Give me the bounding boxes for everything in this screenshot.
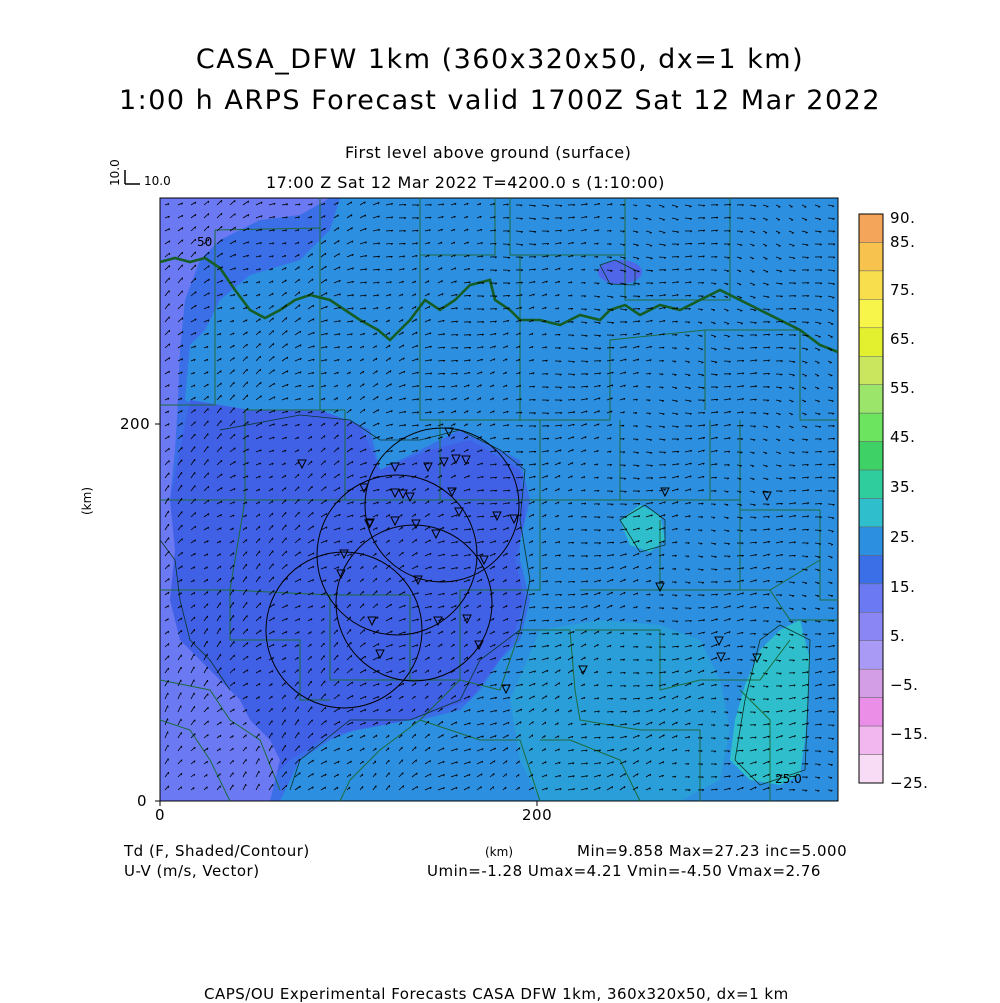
wind-vector-head <box>805 376 807 377</box>
wind-vector-head <box>338 422 339 424</box>
wind-vector <box>685 582 690 583</box>
wind-vector-head <box>194 774 195 776</box>
wind-vector-head <box>766 272 768 273</box>
colorbar-swatch <box>859 612 883 640</box>
colorbar-label: 15. <box>890 578 915 596</box>
colorbar-swatch <box>859 299 883 327</box>
wind-vector <box>789 270 796 271</box>
wind-vector-head <box>455 683 456 685</box>
wind-vector-head <box>467 644 468 646</box>
wind-vector-head <box>377 383 378 385</box>
colorbar-swatch <box>859 555 883 583</box>
title-line-1: CASA_DFW 1km (360x320x50, dx=1 km) <box>0 44 1000 75</box>
wind-vector <box>659 257 666 258</box>
wind-vector-head <box>454 670 455 672</box>
wind-vector-head <box>326 720 327 722</box>
wind-vector-head <box>726 297 728 298</box>
wind-vector-head <box>324 618 325 620</box>
wind-vector-head <box>350 397 351 399</box>
colorbar-swatch <box>859 328 883 356</box>
colorbar-swatch <box>859 413 883 441</box>
title-line-2: 1:00 h ARPS Forecast valid 1700Z Sat 12 Mar 2022 <box>0 85 1000 116</box>
colorbar-swatch <box>859 584 883 612</box>
wind-vector-head <box>286 317 287 319</box>
wind-vector-head <box>169 253 170 255</box>
colorbar-label: 25. <box>890 528 915 546</box>
wind-vector-head <box>402 514 403 516</box>
wind-vector-head <box>207 591 208 593</box>
wind-vector-head <box>272 501 273 503</box>
wind-vector-head <box>195 227 196 229</box>
wind-vector-head <box>300 305 301 307</box>
wind-vector-head <box>831 324 833 325</box>
wind-vector-head <box>662 207 664 208</box>
wind-vector-head <box>195 761 196 763</box>
wind-vector-head <box>753 285 755 286</box>
colorbar-swatch <box>859 527 883 555</box>
wind-vector-head <box>779 453 781 454</box>
colorbar-label: 75. <box>890 281 915 299</box>
wind-vector-head <box>194 787 195 789</box>
wind-vector-head <box>507 761 508 763</box>
wind-vector-head <box>390 591 391 593</box>
wind-vector-head <box>429 734 430 736</box>
wind-vector-head <box>545 722 546 724</box>
wind-vector-head <box>195 526 196 528</box>
wind-vector-head <box>532 748 533 750</box>
contour-label-25: 25.0 <box>775 772 802 786</box>
wind-vector-head <box>261 382 262 384</box>
wind-vector-head <box>182 435 183 437</box>
wind-vector-head <box>819 337 821 338</box>
wind-vector-head <box>467 657 468 659</box>
wind-vector-head <box>792 233 794 234</box>
contour-label-50: 50 <box>197 235 212 249</box>
wind-vector-head <box>481 786 482 788</box>
wind-vector-head <box>480 631 481 633</box>
wind-vector-head <box>494 773 495 775</box>
wind-vector-head <box>169 448 170 450</box>
wind-vector-head <box>324 435 325 437</box>
wind-vector-head <box>806 233 808 234</box>
wind-vector-head <box>168 643 169 645</box>
wind-vector-head <box>351 422 352 424</box>
colorbar-label: 35. <box>890 478 915 496</box>
colorbar-swatch <box>859 470 883 498</box>
x-tick-200: 200 <box>522 806 552 824</box>
wind-vector-head <box>313 746 314 748</box>
colorbar <box>859 214 883 783</box>
legend-stats-2: Umin=-1.28 Umax=4.21 Vmin=-4.50 Vmax=2.76 <box>427 862 821 880</box>
wind-vector-head <box>532 761 533 763</box>
wind-vector-head <box>791 414 793 415</box>
wind-vector-head <box>532 735 533 737</box>
colorbar-swatch <box>859 698 883 726</box>
legend-shaded: Td (F, Shaded/Contour) <box>124 842 310 860</box>
wind-vector-head <box>519 761 520 763</box>
wind-vector-head <box>287 344 288 346</box>
colorbar-label: −15. <box>890 725 928 743</box>
wind-vector-head <box>287 330 288 332</box>
colorbar-label: 5. <box>890 627 905 645</box>
wind-vector-head <box>208 500 209 502</box>
wind-vector-head <box>182 240 183 242</box>
wind-vector-head <box>830 376 832 377</box>
level-label: First level above ground (surface) <box>345 143 631 162</box>
wind-vector-head <box>766 220 768 221</box>
wind-vector-head <box>441 657 442 659</box>
colorbar-swatch <box>859 726 883 754</box>
wind-vector-head <box>274 370 275 372</box>
wind-vector-head <box>196 292 197 294</box>
wind-vector-head <box>416 527 417 529</box>
wind-vector-head <box>740 298 742 299</box>
wind-vector <box>620 309 627 310</box>
wind-vector <box>828 504 835 505</box>
wind-vector-head <box>235 214 236 216</box>
wind-vector-head <box>389 722 390 724</box>
wind-vector-head <box>403 696 404 698</box>
wind-vector-head <box>363 566 364 568</box>
wind-vector-head <box>519 748 520 750</box>
wind-vector-head <box>337 605 338 607</box>
wind-vector-head <box>351 435 352 437</box>
y-axis-label: (km) <box>80 487 94 515</box>
x-tick-0: 0 <box>155 806 165 824</box>
wind-vector-head <box>274 356 275 358</box>
wind-vector <box>711 283 716 284</box>
wind-vector-head <box>804 389 806 390</box>
wind-vector-head <box>817 389 819 390</box>
wind-vector-head <box>194 605 195 607</box>
legend-stats-1: Min=9.858 Max=27.23 inc=5.000 <box>577 842 847 860</box>
wind-vector-head <box>480 618 481 620</box>
colorbar-swatch <box>859 242 883 270</box>
colorbar-swatch <box>859 499 883 527</box>
x-axis-label: (km) <box>485 845 513 859</box>
wind-vector-head <box>402 709 403 711</box>
reference-vector-vertical-label: 10.0 <box>108 159 122 186</box>
wind-vector-head <box>389 540 390 542</box>
wind-vector <box>828 738 834 739</box>
wind-vector-head <box>260 331 261 333</box>
wind-vector <box>815 426 821 427</box>
wind-vector-head <box>364 384 365 386</box>
wind-vector-head <box>248 656 249 658</box>
wind-vector-head <box>415 514 416 516</box>
colorbar-swatch <box>859 214 883 242</box>
wind-vector-head <box>365 643 366 645</box>
wind-vector-head <box>300 538 301 540</box>
wind-vector-head <box>222 239 223 241</box>
time-label: 17:00 Z Sat 12 Mar 2022 T=4200.0 s (1:10:00) <box>266 173 665 192</box>
wind-vector-head <box>234 669 235 671</box>
wind-vector-head <box>298 657 299 659</box>
y-tick-0: 0 <box>137 792 147 810</box>
reference-vector-icon <box>125 170 140 184</box>
colorbar-swatch <box>859 271 883 299</box>
colorbar-label: −25. <box>890 774 928 792</box>
wind-vector-head <box>428 670 429 672</box>
wind-vector-head <box>442 708 443 710</box>
wind-vector-head <box>299 279 300 281</box>
wind-vector-head <box>233 553 234 555</box>
colorbar-label: 45. <box>890 428 915 446</box>
wind-vector-head <box>220 761 221 763</box>
wind-vector-head <box>182 318 183 320</box>
colorbar-label: 85. <box>890 233 915 251</box>
wind-vector-head <box>739 285 741 286</box>
wind-vector <box>737 231 743 232</box>
wind-vector-head <box>752 246 754 247</box>
colorbar-swatch <box>859 669 883 697</box>
colorbar-label: −5. <box>890 676 918 694</box>
wind-vector-head <box>415 696 416 698</box>
wind-vector-head <box>416 760 417 762</box>
wind-vector-head <box>377 371 378 373</box>
wind-vector-head <box>207 774 208 776</box>
colorbar-swatch <box>859 442 883 470</box>
wind-vector-head <box>376 553 377 555</box>
footer-credit: CAPS/OU Experimental Forecasts CASA DFW 1km, 360x320x50, dx=1 km <box>204 985 789 1003</box>
wind-vector-head <box>752 272 754 273</box>
wind-vector-head <box>233 748 234 750</box>
wind-vector <box>815 530 821 531</box>
wind-vector-head <box>209 266 210 268</box>
wind-vector-head <box>208 201 209 203</box>
wind-vector-head <box>208 396 209 398</box>
colorbar-label: 90. <box>890 209 915 227</box>
wind-vector-head <box>311 449 312 451</box>
colorbar-swatch <box>859 755 883 783</box>
colorbar-label: 55. <box>890 379 915 397</box>
wind-vector-head <box>300 773 301 775</box>
wind-vector-head <box>326 487 327 489</box>
wind-vector-head <box>546 696 547 698</box>
y-tick-200: 200 <box>120 415 150 433</box>
wind-vector-head <box>339 461 340 463</box>
wind-vector-head <box>339 695 340 697</box>
wind-vector-head <box>272 696 273 698</box>
wind-vector-head <box>480 605 481 607</box>
colorbar-swatch <box>859 385 883 413</box>
wind-vector <box>828 270 835 271</box>
reference-vector-horizontal-label: 10.0 <box>144 174 171 188</box>
wind-vector-head <box>169 578 170 580</box>
wind-vector-head <box>519 774 520 776</box>
wind-vector-head <box>221 722 222 724</box>
wind-vector-head <box>235 448 236 450</box>
wind-vector-head <box>467 631 468 633</box>
wind-vector-head <box>454 462 455 464</box>
colorbar-swatch <box>859 641 883 669</box>
colorbar-swatch <box>859 356 883 384</box>
wind-vector-head <box>818 350 820 351</box>
wind-vector-head <box>428 488 429 490</box>
wind-vector-head <box>259 709 260 711</box>
wind-vector <box>685 413 692 414</box>
colorbar-label: 65. <box>890 330 915 348</box>
wind-vector <box>802 634 807 635</box>
legend-vector: U-V (m/s, Vector) <box>124 862 260 880</box>
wind-vector-head <box>791 402 793 403</box>
wind-vector-head <box>364 396 365 398</box>
wind-vector <box>581 322 587 323</box>
wind-vector <box>633 452 639 453</box>
wind-vector-head <box>363 761 364 763</box>
wind-vector <box>555 205 562 206</box>
wind-vector-head <box>286 292 287 294</box>
wind-vector <box>724 257 730 258</box>
wind-vector-head <box>234 357 235 359</box>
wind-vector-head <box>248 422 249 424</box>
